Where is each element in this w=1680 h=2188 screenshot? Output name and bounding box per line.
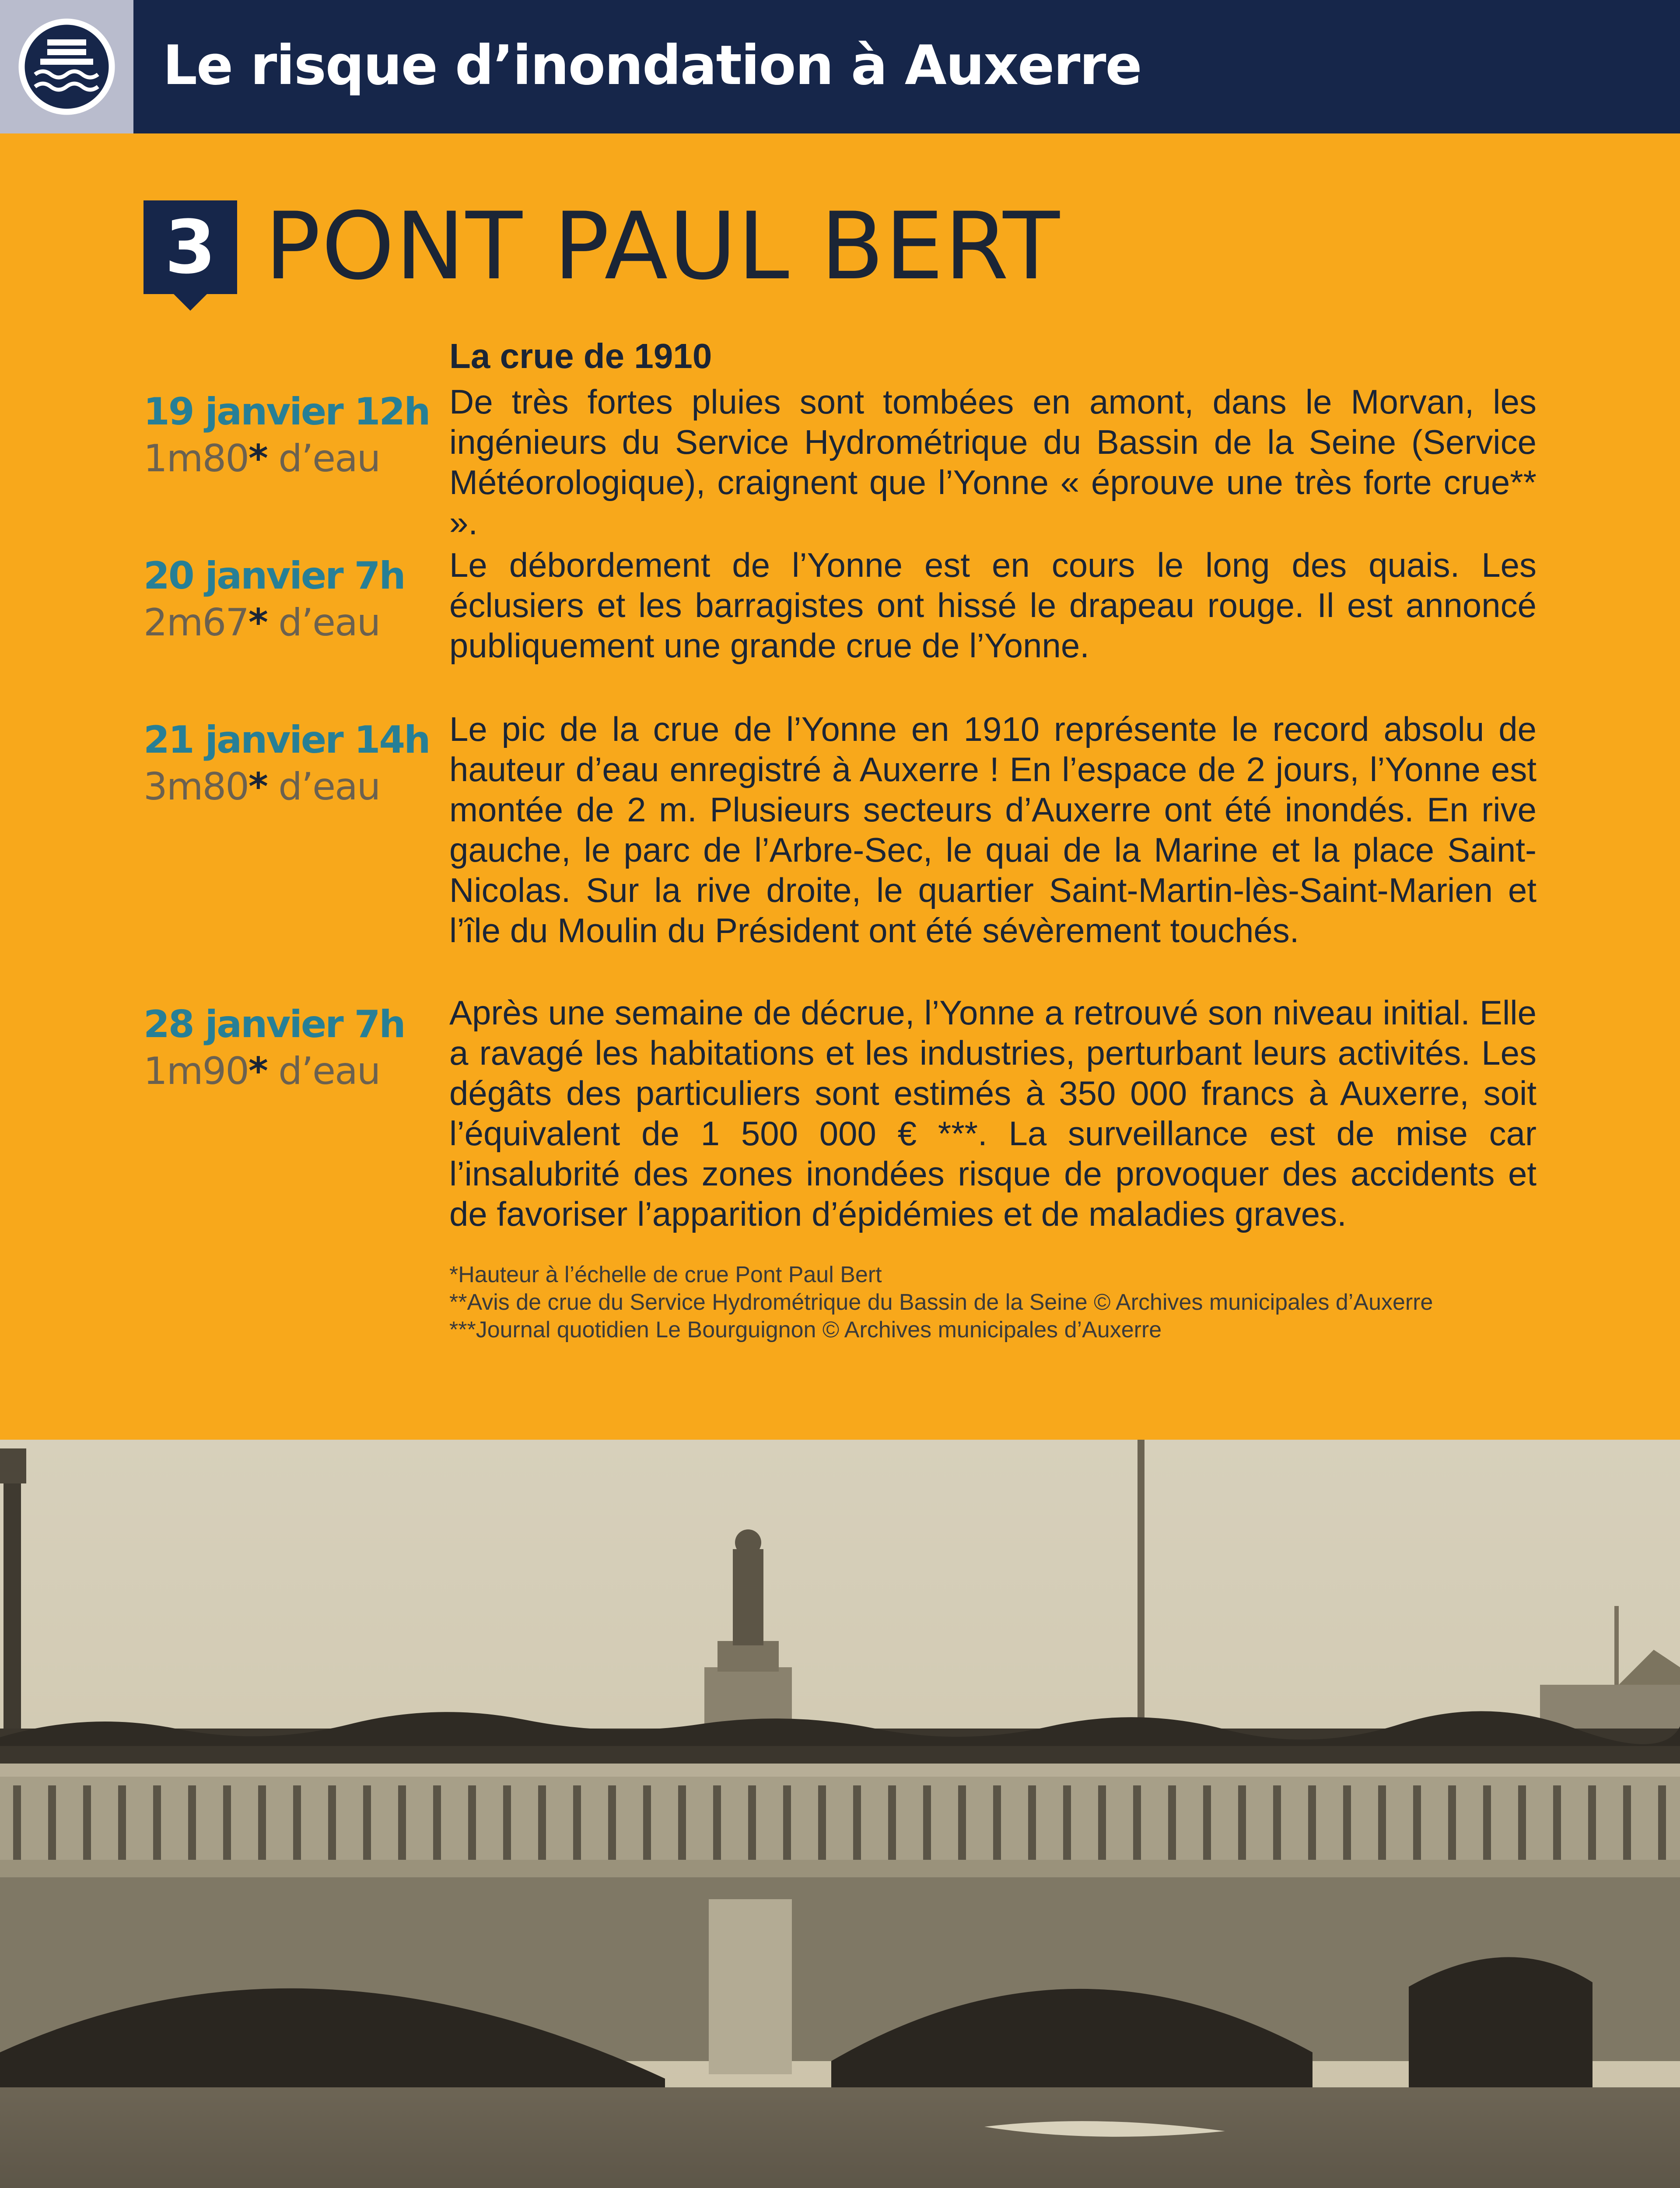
section-title: PONT PAUL BERT [265, 192, 1060, 300]
timeline-height: 1m90* d’eau [144, 1049, 380, 1094]
footnote: **Avis de crue du Service Hydrométrique du Bassin de la Seine © Archives municipales d’Auxerre [449, 1290, 1433, 1315]
footnotes [449, 1261, 1433, 1344]
timeline-height: 3m80* d’eau [144, 765, 380, 809]
timeline-entry [144, 389, 429, 484]
subheading: La crue de 1910 [449, 337, 712, 375]
paragraph: Après une semaine de décrue, l’Yonne a retrouvé son niveau initial. Elle a ravagé les habitations et les industries, perturbant leurs activités. Les dégâts des particuliers sont estimés à 350 000 francs à Auxerre, soit l’équivalent de 1 500 000 € ***. La surveillance est de mise car l’insalubrité des zones inondées risque de provoquer des accidents et de favoriser l’apparition d’épidémies et de maladies graves. [449, 993, 1536, 1233]
timeline-date: 21 janvier 14h [144, 718, 430, 762]
paragraph: Le débordement de l’Yonne est en cours le long des quais. Les éclusiers et les barragistes ont hissé le drapeau rouge. Il est annoncé publiquement une grande crue de l’Yonne. [449, 546, 1536, 665]
timeline-height: 1m80* d’eau [144, 437, 380, 481]
flood-water-icon [18, 18, 116, 116]
timeline-date: 20 janvier 7h [144, 554, 405, 598]
historic-photo [0, 1440, 1680, 2188]
timeline-height: 2m67* d’eau [144, 601, 380, 645]
footnote: ***Journal quotidien Le Bourguignon © Archives municipales d’Auxerre [449, 1317, 1162, 1343]
timeline-date: 28 janvier 7h [144, 1003, 405, 1046]
logo [0, 0, 133, 133]
timeline-entry [144, 554, 405, 648]
timeline-entry [144, 718, 429, 812]
page-header [0, 0, 1680, 133]
paragraph: Le pic de la crue de l’Yonne en 1910 représente le record absolu de hauteur d’eau enregistré à Auxerre ! En l’espace de 2 jours, l’Yonne est montée de 2 m. Plusieurs secteurs d’Auxerre ont été inondés. En rive gauche, le parc de l’Arbre-Sec, le quai de la Marine et la place Saint-Nicolas. Sur la rive droite, le quartier Saint-Martin-lès-Saint-Marien et l’île du Moulin du Président ont été sévèrement touchés. [449, 710, 1536, 950]
footnote: *Hauteur à l’échelle de crue Pont Paul Bert [449, 1262, 882, 1287]
timeline-date: 19 janvier 12h [144, 390, 430, 434]
timeline-entry [144, 1002, 405, 1096]
paragraph: De très fortes pluies sont tombées en amont, dans le Morvan, les ingénieurs du Service Hydrométrique du Bassin de la Seine (Service Météorologique), craignent que l’Yonne « éprouve une très forte crue** ». [449, 382, 1536, 542]
header-title: Le risque d’inondation à Auxerre [163, 34, 1141, 97]
section-number-badge: 3 [144, 200, 237, 294]
badge-pointer [173, 293, 208, 311]
